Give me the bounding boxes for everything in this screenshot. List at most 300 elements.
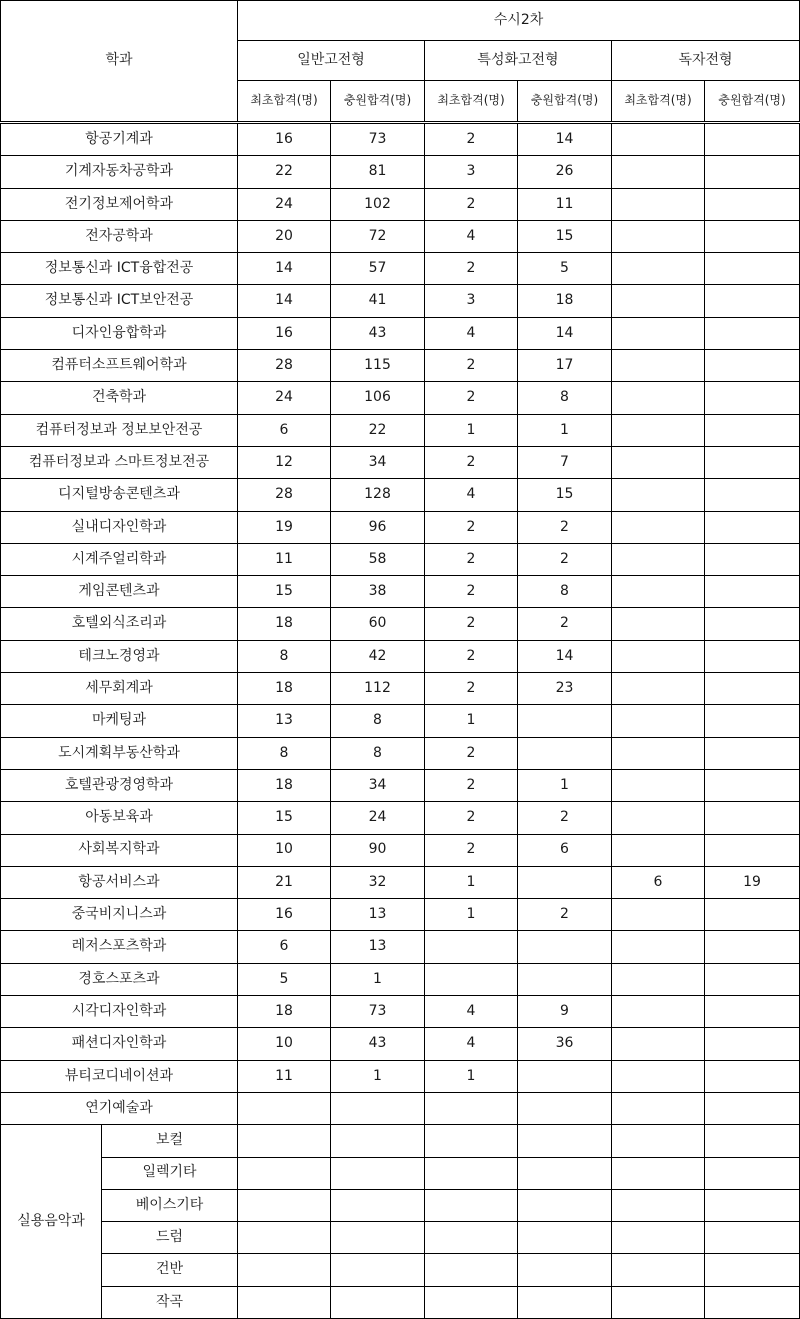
music-major-cell: 드럼 [102,1222,238,1254]
dept-name-cell: 실내디자인학과 [1,511,238,543]
dept-name-cell: 사회복지학과 [1,834,238,866]
dept-name-cell: 테크노경영과 [1,640,238,672]
count-cell: 8 [518,382,612,414]
count-cell: 23 [518,673,612,705]
track-header-independent: 독자전형 [612,41,800,81]
table-row [1,317,800,349]
count-cell [705,963,800,995]
count-cell: 73 [331,996,425,1028]
table-row [1,414,800,446]
count-cell: 6 [612,866,705,898]
table-row [1,123,800,156]
count-cell [331,1222,425,1254]
count-cell: 2 [518,511,612,543]
table-row [1,899,800,931]
count-cell [518,866,612,898]
count-cell [518,1254,612,1286]
count-cell: 16 [238,899,331,931]
count-cell: 13 [331,899,425,931]
dept-name-cell: 경호스포츠과 [1,963,238,995]
count-cell: 14 [238,253,331,285]
count-cell: 2 [425,350,518,382]
count-cell: 21 [238,866,331,898]
count-cell [705,802,800,834]
count-cell [612,802,705,834]
dept-name-cell: 항공서비스과 [1,866,238,898]
count-cell [612,285,705,317]
count-cell [612,705,705,737]
count-cell [705,931,800,963]
count-cell: 1 [425,705,518,737]
count-cell [518,1092,612,1124]
count-cell: 14 [518,123,612,156]
count-cell [705,1092,800,1124]
count-cell: 2 [425,511,518,543]
count-cell: 1 [331,963,425,995]
count-cell [705,1060,800,1092]
count-cell: 18 [238,769,331,801]
count-cell [612,769,705,801]
table-row [1,737,800,769]
dept-name-cell: 디자인융합학과 [1,317,238,349]
count-cell: 42 [331,640,425,672]
count-cell: 2 [425,640,518,672]
table-row [1,834,800,866]
count-cell [705,834,800,866]
music-major-cell: 베이스기타 [102,1189,238,1221]
dept-name-cell: 중국비지니스과 [1,899,238,931]
count-cell [705,673,800,705]
count-cell: 14 [238,285,331,317]
sub-header-extra: 충원합격(명) [331,81,425,123]
count-cell [612,188,705,220]
table-row [1,576,800,608]
count-cell: 6 [238,931,331,963]
count-cell: 13 [238,705,331,737]
count-cell: 34 [331,446,425,478]
count-cell: 2 [425,543,518,575]
sub-header-first: 최초합격(명) [612,81,705,123]
count-cell: 15 [238,802,331,834]
dept-name-cell: 도시계획부동산학과 [1,737,238,769]
count-cell [331,1092,425,1124]
count-cell [705,414,800,446]
table-row [1,996,800,1028]
count-cell: 19 [238,511,331,543]
table-row [1,285,800,317]
count-cell: 1 [425,866,518,898]
count-cell [705,156,800,188]
count-cell [705,382,800,414]
count-cell [705,737,800,769]
count-cell [331,1157,425,1189]
header-row-group [1,1,800,41]
table-row [1,479,800,511]
count-cell: 16 [238,123,331,156]
count-cell: 128 [331,479,425,511]
count-cell: 72 [331,220,425,252]
count-cell: 2 [518,543,612,575]
count-cell [425,1286,518,1318]
dept-name-cell: 시각디자인학과 [1,996,238,1028]
count-cell: 18 [238,673,331,705]
dept-name-cell: 게임콘텐츠과 [1,576,238,608]
count-cell: 18 [238,996,331,1028]
count-cell [705,1189,800,1221]
count-cell [518,1157,612,1189]
count-cell: 4 [425,996,518,1028]
dept-name-cell: 레저스포츠학과 [1,931,238,963]
dept-name-cell: 컴퓨터정보과 스마트정보전공 [1,446,238,478]
count-cell [705,350,800,382]
sub-header-first: 최초합격(명) [238,81,331,123]
count-cell [612,640,705,672]
count-cell: 8 [331,705,425,737]
table-row [1,1028,800,1060]
count-cell: 38 [331,576,425,608]
count-cell: 8 [238,737,331,769]
count-cell: 10 [238,1028,331,1060]
count-cell [612,1092,705,1124]
count-cell [425,1222,518,1254]
count-cell [705,1222,800,1254]
dept-name-cell: 패션디자인학과 [1,1028,238,1060]
count-cell: 18 [238,608,331,640]
count-cell [238,1189,331,1221]
count-cell [612,446,705,478]
count-cell [425,931,518,963]
count-cell: 73 [331,123,425,156]
count-cell: 1 [425,1060,518,1092]
count-cell [238,1286,331,1318]
count-cell: 34 [331,769,425,801]
dept-name-cell: 마케팅과 [1,705,238,737]
dept-name-cell: 세무회계과 [1,673,238,705]
table-row-music [1,1222,800,1254]
count-cell: 17 [518,350,612,382]
count-cell: 7 [518,446,612,478]
count-cell [425,1254,518,1286]
count-cell [612,1028,705,1060]
count-cell: 28 [238,479,331,511]
count-cell [331,1254,425,1286]
count-cell: 5 [238,963,331,995]
count-cell: 8 [518,576,612,608]
dept-name-cell: 정보통신과 ICT융합전공 [1,253,238,285]
dept-column-header: 학과 [1,1,238,123]
table-row [1,446,800,478]
music-dept-cell: 실용음악과 [1,1125,102,1319]
count-cell [612,737,705,769]
count-cell [705,220,800,252]
count-cell: 2 [425,608,518,640]
count-cell [705,1157,800,1189]
count-cell: 19 [705,866,800,898]
table-row [1,1060,800,1092]
count-cell [705,705,800,737]
count-cell [612,1157,705,1189]
count-cell: 96 [331,511,425,543]
count-cell [705,899,800,931]
count-cell [612,317,705,349]
table-row-music [1,1157,800,1189]
count-cell: 60 [331,608,425,640]
count-cell: 36 [518,1028,612,1060]
count-cell: 3 [425,156,518,188]
count-cell [238,1125,331,1157]
count-cell: 24 [238,188,331,220]
music-major-cell: 작곡 [102,1286,238,1318]
count-cell: 4 [425,317,518,349]
count-cell: 4 [425,479,518,511]
count-cell: 2 [425,382,518,414]
count-cell: 11 [238,543,331,575]
count-cell [612,511,705,543]
count-cell: 22 [238,156,331,188]
count-cell [612,1125,705,1157]
dept-name-cell: 건축학과 [1,382,238,414]
count-cell [612,543,705,575]
music-major-cell: 일렉기타 [102,1157,238,1189]
count-cell [518,963,612,995]
table-row [1,963,800,995]
count-cell: 112 [331,673,425,705]
table-row [1,350,800,382]
count-cell: 2 [425,834,518,866]
count-cell [612,899,705,931]
count-cell [238,1254,331,1286]
dept-name-cell: 전자공학과 [1,220,238,252]
count-cell [705,769,800,801]
count-cell: 15 [518,479,612,511]
count-cell: 2 [425,737,518,769]
sub-header-first: 최초합격(명) [425,81,518,123]
count-cell [705,479,800,511]
count-cell: 4 [425,220,518,252]
dept-name-cell: 아동보육과 [1,802,238,834]
count-cell: 8 [331,737,425,769]
count-cell: 6 [238,414,331,446]
count-cell: 43 [331,317,425,349]
table-row [1,188,800,220]
count-cell [705,996,800,1028]
count-cell [612,996,705,1028]
count-cell [425,963,518,995]
count-cell [612,1286,705,1318]
count-cell [331,1125,425,1157]
count-cell: 22 [331,414,425,446]
count-cell [705,1125,800,1157]
count-cell: 115 [331,350,425,382]
count-cell [705,188,800,220]
count-cell [705,640,800,672]
dept-name-cell: 호텔외식조리과 [1,608,238,640]
count-cell [612,382,705,414]
music-major-cell: 건반 [102,1254,238,1286]
count-cell [705,123,800,156]
count-cell [705,1254,800,1286]
count-cell: 2 [518,802,612,834]
count-cell: 1 [425,414,518,446]
count-cell [425,1092,518,1124]
count-cell [518,705,612,737]
count-cell [612,1254,705,1286]
count-cell [705,576,800,608]
group-header: 수시2차 [238,1,800,41]
count-cell: 9 [518,996,612,1028]
table-row [1,511,800,543]
count-cell: 57 [331,253,425,285]
count-cell: 2 [425,188,518,220]
count-cell: 102 [331,188,425,220]
count-cell [612,253,705,285]
sub-header-extra: 충원합격(명) [705,81,800,123]
count-cell [705,543,800,575]
count-cell [238,1222,331,1254]
table-row [1,769,800,801]
count-cell: 13 [331,931,425,963]
table-row [1,705,800,737]
count-cell [518,1060,612,1092]
table-row [1,931,800,963]
count-cell: 8 [238,640,331,672]
dept-name-cell: 뷰티코디네이션과 [1,1060,238,1092]
count-cell: 15 [238,576,331,608]
count-cell: 2 [518,899,612,931]
count-cell [518,737,612,769]
count-cell [425,1157,518,1189]
count-cell: 4 [425,1028,518,1060]
count-cell: 12 [238,446,331,478]
track-header-vocational: 특성화고전형 [425,41,612,81]
table-row [1,382,800,414]
count-cell [518,1189,612,1221]
count-cell [705,608,800,640]
count-cell: 20 [238,220,331,252]
count-cell [705,285,800,317]
dept-name-cell: 연기예술과 [1,1092,238,1124]
count-cell: 24 [238,382,331,414]
table-row [1,640,800,672]
count-cell [518,1222,612,1254]
table-row [1,673,800,705]
count-cell: 2 [425,769,518,801]
count-cell: 14 [518,317,612,349]
count-cell [331,1286,425,1318]
count-cell [425,1125,518,1157]
count-cell: 2 [425,802,518,834]
table-row-music [1,1125,800,1157]
count-cell [518,931,612,963]
table-row [1,608,800,640]
table-row [1,220,800,252]
count-cell: 106 [331,382,425,414]
count-cell [612,123,705,156]
count-cell: 43 [331,1028,425,1060]
count-cell [612,220,705,252]
table-row [1,802,800,834]
count-cell: 14 [518,640,612,672]
count-cell: 2 [425,673,518,705]
table-row [1,1092,800,1124]
count-cell [612,1222,705,1254]
count-cell [612,673,705,705]
count-cell: 1 [425,899,518,931]
music-major-cell: 보컬 [102,1125,238,1157]
count-cell: 3 [425,285,518,317]
table-row [1,253,800,285]
count-cell [518,1286,612,1318]
count-cell: 1 [518,414,612,446]
table-row-music [1,1254,800,1286]
count-cell: 32 [331,866,425,898]
count-cell [705,1286,800,1318]
count-cell: 2 [425,446,518,478]
count-cell: 2 [518,608,612,640]
count-cell: 5 [518,253,612,285]
count-cell: 1 [518,769,612,801]
count-cell: 16 [238,317,331,349]
dept-name-cell: 컴퓨터정보과 정보보안전공 [1,414,238,446]
count-cell [612,1060,705,1092]
dept-name-cell: 디지털방송콘텐츠과 [1,479,238,511]
count-cell: 24 [331,802,425,834]
count-cell [705,511,800,543]
count-cell: 90 [331,834,425,866]
count-cell [705,446,800,478]
sub-header-extra: 충원합격(명) [518,81,612,123]
count-cell [612,156,705,188]
count-cell [331,1189,425,1221]
dept-name-cell: 시계주얼리학과 [1,543,238,575]
count-cell: 18 [518,285,612,317]
count-cell [612,931,705,963]
table-row-music [1,1189,800,1221]
count-cell: 41 [331,285,425,317]
track-header-general: 일반고전형 [238,41,425,81]
count-cell: 2 [425,576,518,608]
count-cell [705,317,800,349]
dept-name-cell: 기계자동차공학과 [1,156,238,188]
count-cell [612,608,705,640]
count-cell [612,963,705,995]
dept-name-cell: 전기정보제어학과 [1,188,238,220]
table-row [1,543,800,575]
count-cell [612,479,705,511]
count-cell: 58 [331,543,425,575]
table-row-music [1,1286,800,1318]
count-cell [238,1157,331,1189]
count-cell [612,414,705,446]
count-cell: 6 [518,834,612,866]
count-cell: 1 [331,1060,425,1092]
dept-name-cell: 호텔관광경영학과 [1,769,238,801]
dept-name-cell: 컴퓨터소프트웨어학과 [1,350,238,382]
count-cell: 11 [518,188,612,220]
count-cell: 10 [238,834,331,866]
count-cell: 11 [238,1060,331,1092]
count-cell [612,350,705,382]
table-row [1,156,800,188]
count-cell: 26 [518,156,612,188]
count-cell: 2 [425,253,518,285]
count-cell [612,834,705,866]
dept-name-cell: 항공기계과 [1,123,238,156]
table-row [1,866,800,898]
count-cell [705,1028,800,1060]
count-cell [705,253,800,285]
count-cell: 2 [425,123,518,156]
